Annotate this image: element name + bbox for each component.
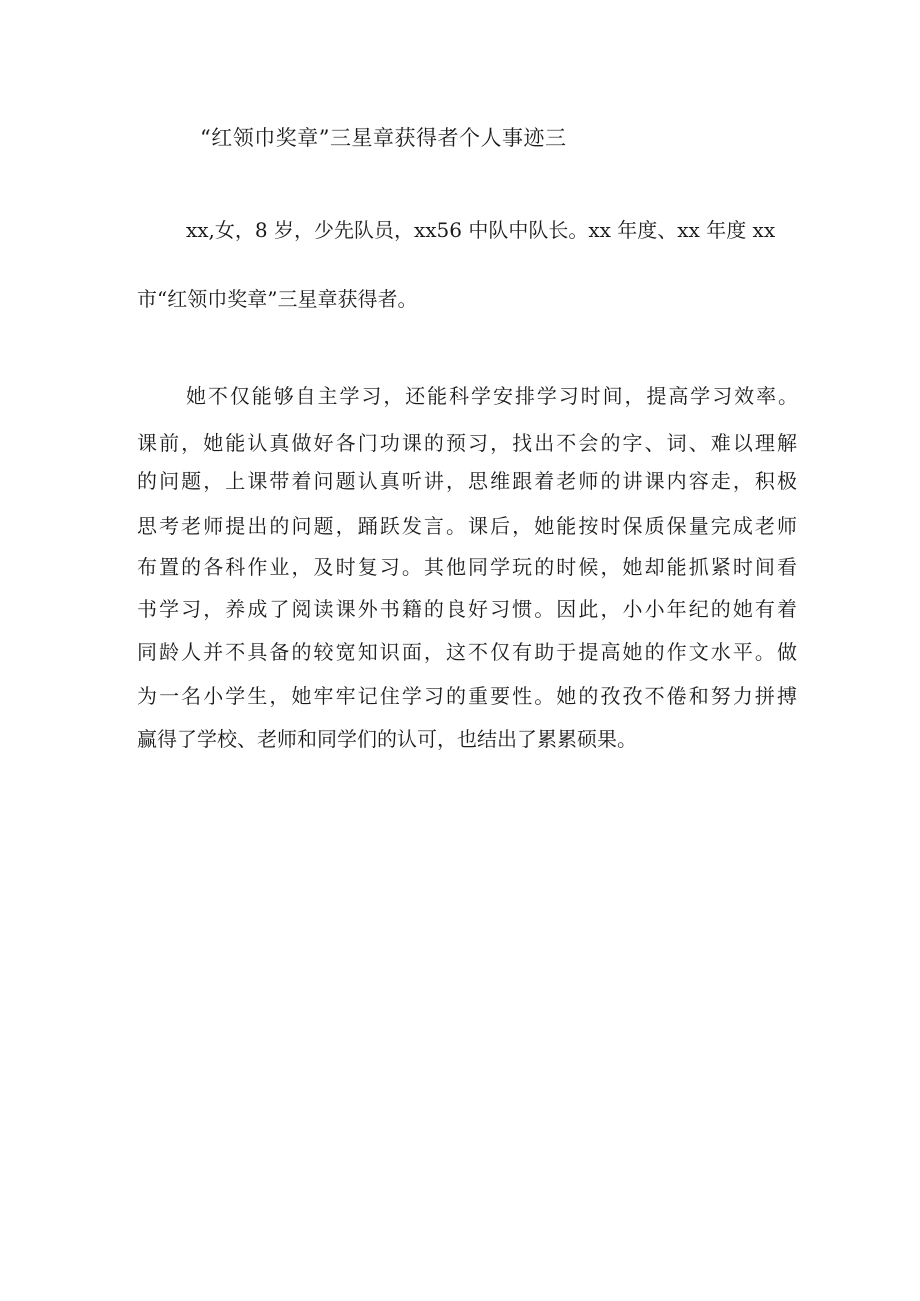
body-line-6: 书学习，养成了阅读课外书籍的良好习惯。因此，小小年纪的她有着 (137, 597, 797, 621)
body-line-4: 思考老师提出的问题，踊跃发言。课后，她能按时保质保量完成老师 (137, 514, 797, 538)
body-line-9: 赢得了学校、老师和同学们的认可，也结出了累累硕果。 (137, 727, 637, 751)
intro-line-1: xx,女，8 岁，少先队员，xx56 中队中队长。xx 年度、xx 年度 xx (186, 218, 776, 242)
body-line-3: 的问题，上课带着问题认真听讲，思维跟着老师的讲课内容走，积极 (137, 469, 797, 493)
document-title: “红领巾奖章”三星章获得者个人事迹三 (200, 126, 567, 150)
body-line-5: 布置的各科作业，及时复习。其他同学玩的时候，她却能抓紧时间看 (137, 555, 797, 579)
intro-line-2: 市“红领巾奖章”三星章获得者。 (137, 287, 418, 311)
body-line-7: 同龄人并不具备的较宽知识面，这不仅有助于提高她的作文水平。做 (137, 640, 797, 664)
body-line-8: 为一名小学生，她牢牢记住学习的重要性。她的孜孜不倦和努力拼搏 (137, 684, 797, 708)
body-line-2: 课前，她能认真做好各门功课的预习，找出不会的字、词、难以理解 (137, 431, 797, 455)
body-line-1: 她不仅能够自主学习，还能科学安排学习时间，提高学习效率。 (186, 384, 798, 408)
